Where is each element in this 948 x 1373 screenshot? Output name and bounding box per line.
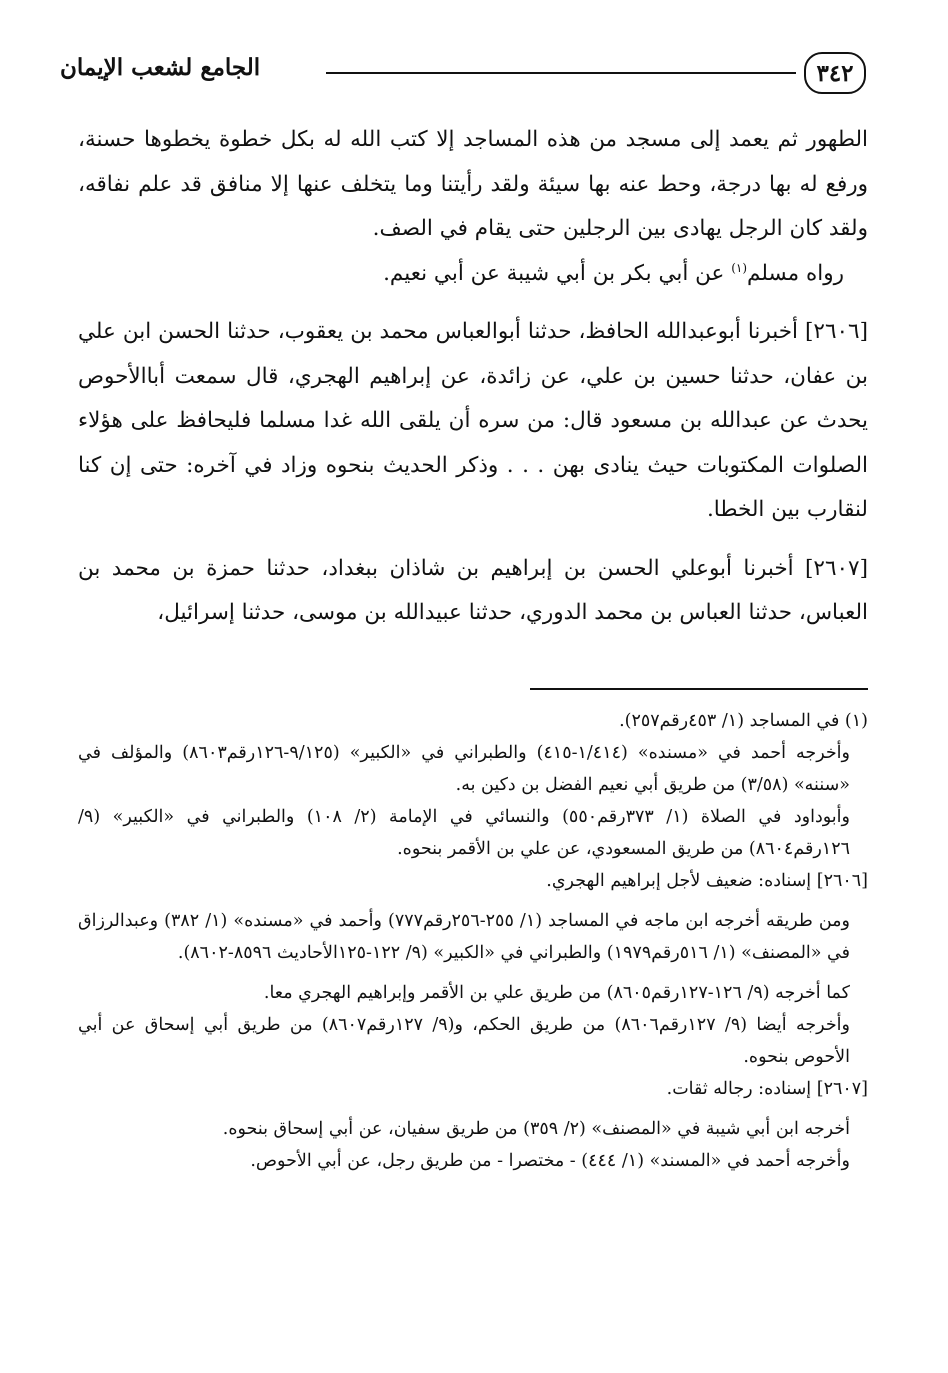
paragraph-continuation: الطهور ثم يعمد إلى مسجد من هذه المساجد إلا كتب الله له بكل خطوة يخطوها حسنة، ورفع له بها درجة، وحط عنه بها سيئة ولقد رأيتنا وما يتخلف عنها إلا منافق قد علم نفاقه، ولقد كان الرجل يهادى بين الرجلين حتى يقام في الصف. [78, 127, 868, 241]
footnote-6: كما أخرجه (٩/ ١٢٦-١٢٧رقم٨٦٠٥) من طريق علي بن الأقمر وإبراهيم الهجري معا. [263, 983, 850, 1003]
footnotes [78, 705, 868, 1177]
hadith-2606 [78, 310, 868, 533]
page-header [60, 52, 866, 102]
footnote-9: أخرجه ابن أبي شيبة في «المصنف» (٢/ ٣٥٩) من طريق سفيان، عن أبي إسحاق بنحوه. [222, 1119, 850, 1139]
riwaya-line [78, 252, 868, 297]
main-text [78, 118, 868, 636]
hadith-number-2607: [٢٦٠٧] [805, 555, 868, 581]
hadith-text-2606: أخبرنا أبوعبدالله الحافظ، حدثنا أبوالعباس محمد بن يعقوب، حدثنا الحسن ابن علي بن عفان، حدثنا حسين بن علي، عن زائدة، عن إبراهيم الهجري، قال سمعت أباالأحوص يحدث عن عبدالله بن مسعود قال: من سره أن يلقى الله غدا مسلما فليحافظ على هؤلاء الصلوات المكتوبات حيث ينادى بهن . . . وذكر الحديث بنحوه وزاد في آخره: حتى إن كنا لنقارب بين الخطا. [78, 319, 869, 522]
book-title: الجامع لشعب الإيمان [60, 54, 261, 81]
hadith-text-2607: أخبرنا أبوعلي الحسن بن إبراهيم بن شاذان ببغداد، حدثنا حمزة بن محمد بن العباس، حدثنا العباس بن محمد الدوري، حدثنا عبيدالله بن موسى، حدثنا إسرائيل، [78, 555, 868, 625]
footnote-4: [٢٦٠٦] إسناده: ضعيف لأجل إبراهيم الهجري. [546, 871, 868, 891]
footnote-10: وأخرجه أحمد في «المسند» (١/ ٤٤٤) - مختصرا - من طريق رجل، عن أبي الأحوص. [250, 1151, 850, 1171]
footnote-ref-1: (١) [731, 260, 748, 275]
footnote-2: وأخرجه أحمد في «مسنده» (١/٤١٤-٤١٥) والطبراني في «الكبير» (٩/١٢٥-١٢٦رقم٨٦٠٣) والمؤلف في «سننه» (٣/٥٨) من طريق أبي نعيم الفضل بن دكين به. [78, 743, 850, 795]
riwaya-before: رواه مسلم [747, 260, 844, 286]
hadith-number-2606: [٢٦٠٦] [805, 319, 868, 344]
footnote-separator [530, 688, 868, 690]
hadith-2607 [78, 547, 868, 636]
footnote-3: وأبوداود في الصلاة (١/ ٣٧٣رقم٥٥٠) والنسائي في الإمامة (٢/ ١٠٨) والطبراني في «الكبير» (٩/ ١٢٦رقم٨٦٠٤) من طريق المسعودي، عن علي بن الأقمر بنحوه. [78, 807, 850, 859]
footnote-1: (١) في المساجد (١/ ٤٥٣رقم٢٥٧). [619, 711, 868, 731]
riwaya-after: عن أبي بكر بن أبي شيبة عن أبي نعيم. [383, 260, 732, 286]
footnote-5: ومن طريقه أخرجه ابن ماجه في المساجد (١/ ٢٥٥-٢٥٦رقم٧٧٧) وأحمد في «مسنده» (١/ ٣٨٢) وعبدالرزاق في «المصنف» (١/ ٥١٦رقم١٩٧٩) والطبراني في «الكبير» (٩/ ١٢٢-١٢٥الأحاديث ٨٥٩٦-٨٦٠٢). [78, 911, 850, 963]
footnote-7: وأخرجه أيضا (٩/ ١٢٧رقم٨٦٠٦) من طريق الحكم، و(٩/ ١٢٧رقم٨٦٠٧) من طريق أبي إسحاق عن أبي الأحوص بنحوه. [78, 1015, 850, 1067]
footnote-8: [٢٦٠٧] إسناده: رجاله ثقات. [666, 1079, 868, 1099]
page-number: ٣٤٢ [804, 52, 866, 94]
header-rule [326, 72, 796, 74]
